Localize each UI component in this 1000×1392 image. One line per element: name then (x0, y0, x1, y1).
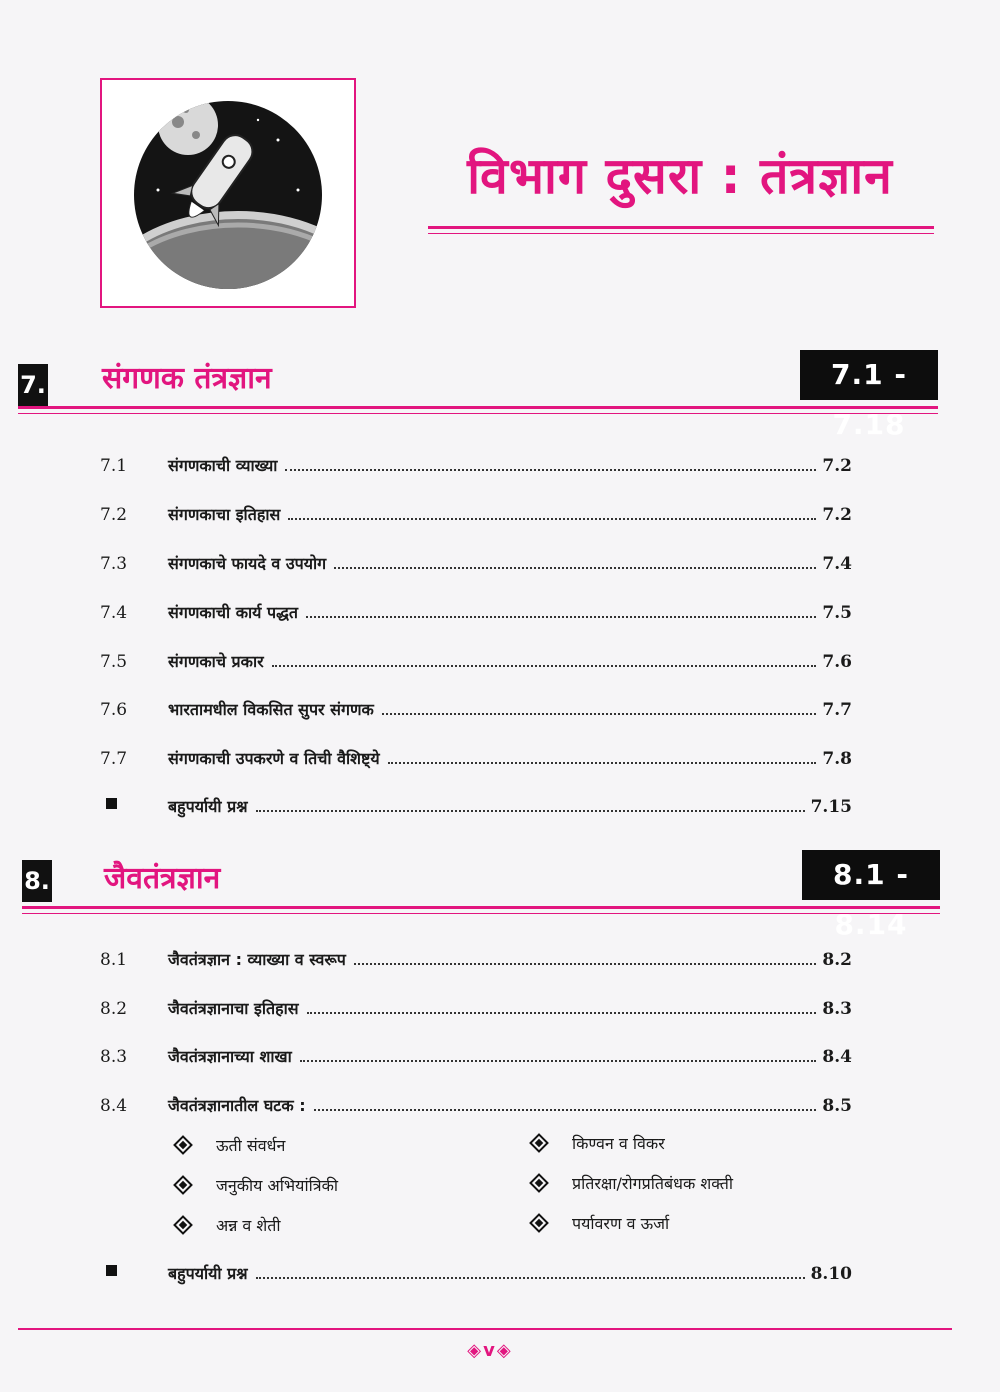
dot-leader (288, 518, 816, 520)
sub-item (176, 1214, 281, 1236)
entry-number: 7.4 (100, 603, 128, 623)
entry-label: संगणकाचे फायदे व उपयोग (168, 554, 327, 573)
chapter-8-page-range: 8.1 - 8.14 (802, 850, 940, 900)
entry-page: 7.5 (822, 603, 852, 623)
entry-number: 8.4 (100, 1096, 128, 1116)
toc-entry[interactable] (100, 1090, 852, 1116)
entry-label: संगणकाची उपकरणे व तिची वैशिष्ट्ये (168, 749, 380, 768)
dot-leader (314, 1109, 817, 1111)
entry-page: 7.2 (822, 505, 852, 525)
diamond-bullet-icon (173, 1135, 193, 1155)
entry-label: जैवतंत्रज्ञानातील घटक : (168, 1096, 306, 1115)
chapter-7-page-range: 7.1 - 7.18 (800, 350, 938, 400)
diamond-bullet-icon (529, 1133, 549, 1153)
entry-label: संगणकाची कार्य पद्धत (168, 603, 298, 622)
sub-item-label: ऊती संवर्धन (216, 1136, 286, 1155)
entry-number: 7.5 (100, 652, 128, 672)
toc-entry[interactable] (100, 499, 852, 525)
toc-entry[interactable] (100, 646, 852, 672)
diamond-bullet-icon (529, 1173, 549, 1193)
footer-rule (18, 1328, 952, 1330)
entry-label: संगणकाचा इतिहास (168, 505, 281, 524)
sub-item (532, 1212, 669, 1234)
entry-label: जैवतंत्रज्ञानाच्या शाखा (168, 1047, 292, 1066)
dot-leader (306, 616, 816, 618)
dot-leader (382, 713, 817, 715)
entry-label: भारतामधील विकसित सुपर संगणक (168, 700, 374, 719)
entry-label: बहुपर्यायी प्रश्न (168, 1264, 248, 1283)
dot-leader (300, 1060, 817, 1062)
sub-item (532, 1172, 733, 1194)
toc-entry-mcq[interactable] (100, 1258, 852, 1284)
entry-label: संगणकाचे प्रकार (168, 652, 264, 671)
toc-entry[interactable] (100, 993, 852, 1019)
title-rule (428, 226, 934, 229)
dot-leader (285, 469, 816, 471)
diamond-bullet-icon (173, 1175, 193, 1195)
chapter-8-title: जैवतंत्रज्ञान (104, 861, 221, 896)
dot-leader (256, 1277, 805, 1279)
dot-leader (354, 963, 817, 965)
toc-entry[interactable] (100, 743, 852, 769)
rocket-moon-illustration (128, 100, 328, 290)
entry-page: 8.4 (822, 1047, 852, 1067)
entry-number: 7.7 (100, 749, 128, 769)
chapter-8-rule (22, 906, 940, 909)
entry-page: 8.3 (822, 999, 852, 1019)
dot-leader (334, 567, 816, 569)
entry-number: 7.2 (100, 505, 128, 525)
sub-item-label: प्रतिरक्षा/रोगप्रतिबंधक शक्ती (572, 1174, 734, 1193)
dot-leader (272, 665, 817, 667)
square-bullet-icon (100, 1265, 168, 1284)
toc-entry[interactable] (100, 450, 852, 476)
sub-item-label: अन्न व शेती (216, 1216, 281, 1235)
toc-entry-mcq[interactable] (100, 791, 852, 817)
sub-item (176, 1134, 285, 1156)
dot-leader (388, 762, 817, 764)
illustration-frame (100, 78, 356, 308)
entry-page: 8.5 (822, 1096, 852, 1116)
toc-entry[interactable] (100, 548, 852, 574)
entry-number: 8.3 (100, 1047, 128, 1067)
entry-page: 8.2 (822, 950, 852, 970)
chapter-7-number: 7. (18, 364, 48, 406)
title-rule-thin (428, 233, 934, 234)
dot-leader (256, 810, 805, 812)
sub-item-label: पर्यावरण व ऊर्जा (572, 1214, 670, 1233)
chapter-7-rule (18, 406, 938, 409)
toc-entry[interactable] (100, 1041, 852, 1067)
entry-number: 8.1 (100, 950, 128, 970)
entry-page: 8.10 (810, 1264, 852, 1284)
sub-item-label: किण्वन व विकर (572, 1134, 665, 1153)
entry-page: 7.7 (822, 700, 852, 720)
entry-number: 7.6 (100, 700, 128, 720)
entry-page: 7.15 (810, 797, 852, 817)
entry-page: 7.6 (822, 652, 852, 672)
entry-label: जैवतंत्रज्ञान : व्याख्या व स्वरूप (168, 950, 346, 969)
toc-entry[interactable] (100, 597, 852, 623)
entry-label: संगणकाची व्याख्या (168, 456, 278, 475)
chapter-8-number: 8. (22, 860, 52, 902)
chapter-8-rule-thin (22, 913, 940, 914)
entry-number: 7.1 (100, 456, 128, 476)
entry-page: 7.2 (822, 456, 852, 476)
square-bullet-icon (100, 798, 168, 817)
entry-label: बहुपर्यायी प्रश्न (168, 797, 248, 816)
sub-item (532, 1132, 665, 1154)
entry-number: 8.2 (100, 999, 128, 1019)
entry-label: जैवतंत्रज्ञानाचा इतिहास (168, 999, 299, 1018)
entry-number: 7.3 (100, 554, 128, 574)
chapter-7-rule-thin (18, 413, 938, 414)
toc-entry[interactable] (100, 944, 852, 970)
division-title: विभाग दुसरा : तंत्रज्ञान (467, 147, 893, 205)
chapter-7-title: संगणक तंत्रज्ञान (102, 361, 272, 396)
entry-page: 7.4 (822, 554, 852, 574)
diamond-bullet-icon (173, 1215, 193, 1235)
diamond-bullet-icon (529, 1213, 549, 1233)
sub-item (176, 1174, 338, 1196)
page-number: ◈v◈ (467, 1340, 513, 1361)
sub-item-label: जनुकीय अभियांत्रिकी (216, 1176, 338, 1195)
toc-entry[interactable] (100, 694, 852, 720)
dot-leader (307, 1012, 817, 1014)
entry-page: 7.8 (822, 749, 852, 769)
